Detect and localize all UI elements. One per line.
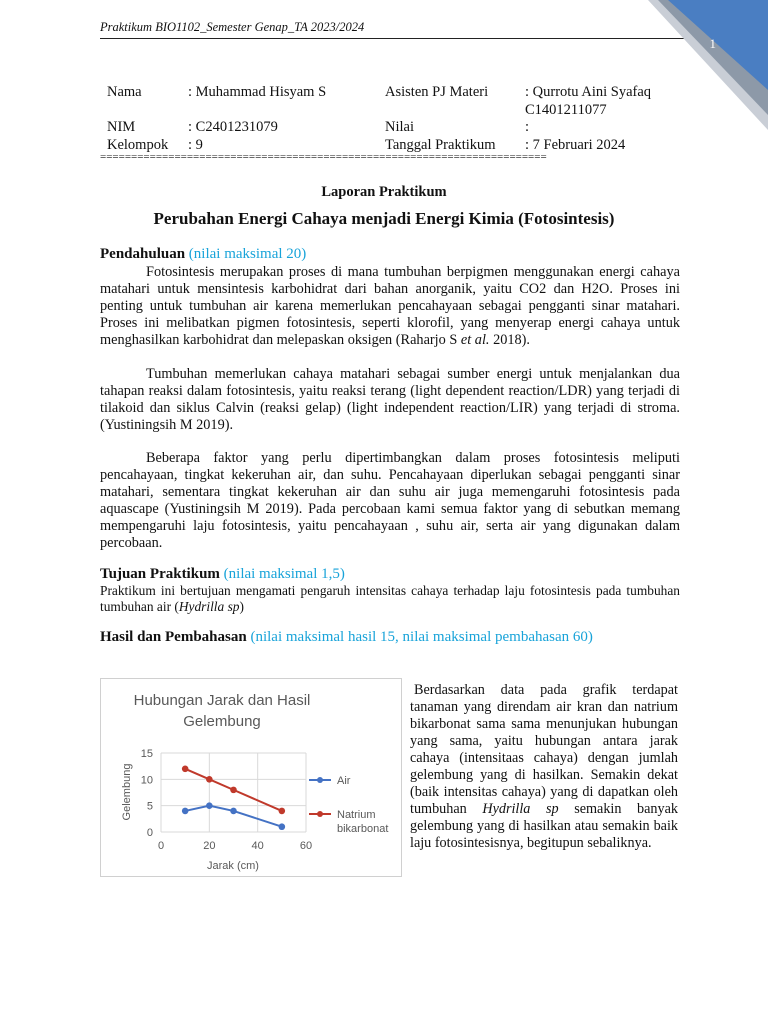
hasil-species: Hydrilla sp [482,801,559,817]
tanggal-label: Tanggal Praktikum [385,136,496,153]
pendahuluan-title: Pendahuluan [100,246,186,262]
legend-air-label: Air [337,775,351,787]
data-point [182,808,189,815]
data-point [206,776,213,783]
tujuan-text: Praktikum ini bertujuan mengamati pengaruh intensitas cahaya terhadap laju fotosintesis pada tumbuhan tumbuhan air ( [100,583,680,614]
separator-line: ======================================================================== [100,151,547,163]
chart-series [182,766,285,831]
page-number: 1 [709,36,716,51]
y-tick-label: 5 [146,800,153,813]
hasil-text-end: semakin banyak gelembung yang di hasilkan atau semakin baik laju fotosintesisnya, begitupun sebaliknya. [410,801,679,851]
asisten-id: C1401211077 [525,101,607,118]
y-tick-label: 15 [140,748,153,760]
p1-etal: et al. [460,332,490,348]
data-point [279,823,286,830]
report-title: Perubahan Energi Cahaya menjadi Energi Kimia (Fotosintesis) [153,209,615,228]
nama-label: Nama [107,84,142,100]
p2-text: Tumbuhan memerlukan cahaya matahari sebagai sumber energi untuk menjalankan dua tahapan reaksi dalam fotosintesis, yaitu reaksi terang (light dependent reaction/LDR) yang terjadi di tilakoid dan siklus Calvin (reaksi gelap) (light independent reaction/LIR) yang terjadi di stroma. (Yustiningsih M 2019). [100,366,680,433]
student-info [107,84,687,154]
y-tick-label: 10 [140,774,153,787]
legend-air-dot [317,777,323,783]
hasil-text: Berdasarkan data pada grafik terdapat tanaman yang direndam air kran dan natrium bikarbonat sama sama menunjukan hubungan yang sama, yaitu hubungan antara jarak cahaya (intensitaas cahaya) dengan jumlah gelembung yang di hasilkan. Semakin dekat (baik intensitas cahaya) yang di dapatkan oleh tumbuhan [410,682,678,817]
report-label: Laporan Praktikum [321,184,447,200]
data-point [206,802,213,809]
tujuan-title: Tujuan Praktikum [100,566,220,582]
hasil-title: Hasil dan Pembahasan [100,629,247,645]
x-tick-label: 60 [299,840,313,852]
chart-tick-labels [141,748,312,852]
chart-title-line1: Hubungan Jarak dan Hasil [133,692,311,709]
p1-year: 2018). [493,332,531,348]
pendahuluan-heading [100,246,680,263]
data-point [182,766,189,773]
pendahuluan-note: (nilai maksimal 20) [188,246,307,262]
chart-x-axis-label: Jarak (cm) [207,860,259,872]
kelompok-value: : 9 [188,136,203,153]
tujuan-paragraph [100,583,680,615]
tanggal-value: : 7 Februari 2024 [525,136,626,153]
nilai-label: Nilai [385,119,414,135]
legend-natrium-label-2: bikarbonat [337,823,389,835]
x-tick-label: 40 [251,840,264,852]
legend-natrium-dot [317,811,323,817]
x-tick-label: 20 [203,840,216,852]
tujuan-species: Hydrilla sp [178,599,240,614]
data-point [279,808,286,815]
p1-text: Fotosintesis merupakan proses di mana tumbuhan berpigmen menggunakan energi cahaya matahari untuk mensintesis karbohidrat dari bahan anorganik, yaitu CO2 dan H2O. Proses ini penting untuk tumbuhan air karena memerlukan pencahayaan sebagai pengganti sinar matahari. Proses ini melibatkan pigmen fotosintesis, seperti klorofil, yang menyerap energi cahaya untuk menghasilkan karbohidrat dan melepaskan oksigen (Raharjo S [100,264,680,348]
asisten-label: Asisten PJ Materi [385,84,489,100]
pendahuluan-paragraph-3 [100,450,680,552]
pendahuluan-paragraph-1 [100,264,680,349]
p3-text: Beberapa faktor yang perlu dipertimbangkan dalam proses fotosintesis meliputi pencahayaan, tingkat kekeruhan air, dan suhu. Pencahayaan diperlukan sebagai pengganti sinar matahari, sementara tingkat kekeruhan air dan suhu air juga memengaruhi fotosintesis pada aquascape (Yustiningsih M 2019). Pada percobaan kami semua faktor yang di sebutkan memang mempengaruhi laju fotosintesis, yaitu pencahayaan , suhu air, serta air yang digunakan dalam percobaan. [100,450,680,551]
legend-natrium-label-1: Natrium [337,809,376,821]
chart-svg [101,679,401,876]
nama-value: : Muhammad Hisyam S [188,84,327,100]
x-tick-label: 0 [157,840,165,852]
chart-title-line2: Gelembung [183,713,261,730]
running-header: Praktikum BIO1102_Semester Genap_TA 2023/2024 [100,20,365,34]
data-point [230,808,237,815]
nim-value: : C2401231079 [188,119,278,135]
tujuan-heading [100,566,680,583]
hasil-paragraph [410,682,678,852]
hasil-heading [100,629,680,646]
header-rule [100,38,690,39]
kelompok-label: Kelompok [107,136,169,153]
chart-y-axis-label: Gelembung [121,763,133,821]
data-point [230,787,237,794]
nilai-value: : [525,119,530,135]
tujuan-close: ) [239,599,244,614]
nim-label: NIM [107,119,136,135]
chart-legend [309,775,388,835]
tujuan-note: (nilai maksimal 1,5) [223,566,345,582]
asisten-value: : Qurrotu Aini Syafaq [525,84,652,100]
y-tick-label: 0 [146,827,153,839]
line-chart [100,678,402,877]
pendahuluan-paragraph-2 [100,366,680,434]
hasil-note: (nilai maksimal hasil 15, nilai maksimal pembahasan 60) [250,629,593,645]
